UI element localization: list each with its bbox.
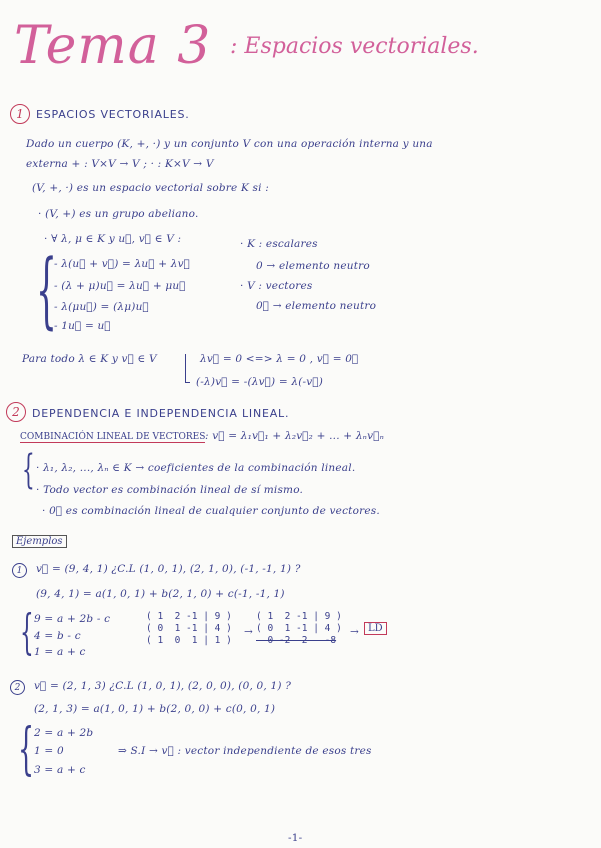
comb-formula: : v⃗ = λ₁v⃗₁ + λ₂v⃗₂ + ... + λₙv⃗ₙ (205, 430, 385, 442)
intro-line-2: externa + : V×V → V ; · : K×V → V (26, 158, 214, 170)
comb-note-1: · λ₁, λ₂, ..., λₙ ∈ K → coeficientes de la combinación lineal. (36, 462, 356, 474)
para-line-3: (-λ)v⃗ = -(λv⃗) = λ(-v⃗) (196, 376, 324, 388)
example-2-eq-1: 2 = a + 2b (34, 727, 94, 739)
page-subtitle: : Espacios vectoriales. (230, 34, 479, 59)
example-number-2 (10, 680, 25, 695)
matrix-row: ( 1 2 -1 | 9 ) (146, 611, 232, 622)
note-zero-vector-neutral: 0⃗ → elemento neutro (256, 300, 377, 312)
section-heading-2: DEPENDENCIA E INDEPENDENCIA LINEAL. (32, 407, 290, 420)
section-number-1 (10, 104, 30, 124)
example-1-question: v⃗ = (9, 4, 1) ¿C.L (1, 0, 1), (2, 1, 0), (-1, -1, 1) ? (36, 563, 301, 575)
section-number-text: 1 (16, 107, 24, 121)
example-1-result: LD (364, 622, 387, 635)
property-4: - 1u⃗ = u⃗ (54, 320, 111, 332)
section-number-text: 2 (12, 405, 20, 419)
section-heading-1: ESPACIOS VECTORIALES. (36, 108, 190, 121)
matrix-row: ( 1 0 1 | 1 ) (146, 635, 232, 646)
example-2-question: v⃗ = (2, 1, 3) ¿C.L (1, 0, 1), (2, 0, 0), (0, 0, 1) ? (34, 680, 292, 692)
example-2-eq-3: 3 = a + c (34, 764, 86, 776)
example-1-matrix (146, 611, 232, 647)
intro-line-1: Dado un cuerpo (K, +, ·) y un conjunto V con una operación interna y una (26, 138, 433, 150)
property-2: - (λ + μ)u⃗ = λu⃗ + μu⃗ (54, 280, 186, 292)
note-vectors: · V : vectores (240, 280, 313, 292)
example-2-system-brace: { (18, 717, 35, 782)
arrow-icon: → (244, 626, 253, 638)
page-number: -1- (288, 832, 303, 844)
property-1: - λ(u⃗ + v⃗) = λu⃗ + λv⃗ (54, 258, 191, 270)
example-2-equation: (2, 1, 3) = a(1, 0, 1) + b(2, 0, 0) + c(0, 0, 1) (34, 703, 276, 715)
para-bracket (185, 354, 190, 383)
example-1-eq-3: 1 = a + c (34, 646, 86, 658)
intro-line-3: (V, +, ·) es un espacio vectorial sobre K si : (32, 182, 269, 194)
comb-brace: { (22, 447, 35, 493)
properties-brace: { (36, 243, 57, 338)
note-zero-neutral: 0 → elemento neutro (256, 260, 370, 272)
note-scalars: · K : escalares (240, 238, 318, 250)
bullet-abelian: · (V, +) es un grupo abeliano. (38, 208, 199, 220)
comb-note-2: · Todo vector es combinación lineal de sí mismo. (36, 484, 304, 496)
section-number-2 (6, 402, 26, 422)
matrix-row: ( 0 1 -1 | 4 ) (146, 623, 232, 634)
para-line-2: λv⃗ = 0 <=> λ = 0 , v⃗ = 0⃗ (200, 353, 359, 365)
example-1-reduced-matrix (256, 611, 342, 647)
property-3: - λ(μu⃗) = (λμ)u⃗ (54, 301, 149, 313)
matrix-row: 0 -2 2 -8 (256, 635, 337, 646)
comb-note-3: · 0⃗ es combinación lineal de cualquier conjunto de vectores. (42, 505, 380, 517)
para-line-1: Para todo λ ∈ K y v⃗ ∈ V (22, 353, 157, 365)
example-2-eq-2: 1 = 0 (34, 745, 64, 757)
example-number-text: 2 (14, 682, 21, 693)
example-1-eq-1: 9 = a + 2b - c (34, 613, 111, 625)
matrix-row: ( 1 2 -1 | 9 ) (256, 611, 342, 622)
page-title: Tema 3 (14, 16, 212, 76)
example-2-conclusion: ⇒ S.I → v⃗ : vector independiente de esos tres (118, 745, 372, 757)
bullet-forall: · ∀ λ, μ ∈ K y u⃗, v⃗ ∈ V : (44, 233, 182, 245)
example-number-text: 1 (16, 565, 23, 576)
matrix-row: ( 0 1 -1 | 4 ) (256, 623, 342, 634)
comb-label: COMBINACIÓN LINEAL DE VECTORES (20, 432, 206, 442)
arrow-icon: → (350, 626, 359, 638)
example-1-eq-2: 4 = b - c (34, 630, 81, 642)
example-number-1 (12, 563, 27, 578)
example-1-equation: (9, 4, 1) = a(1, 0, 1) + b(2, 1, 0) + c(-1, -1, 1) (36, 588, 285, 600)
examples-label: Ejemplos (12, 535, 67, 548)
example-1-system-brace: { (20, 604, 34, 660)
